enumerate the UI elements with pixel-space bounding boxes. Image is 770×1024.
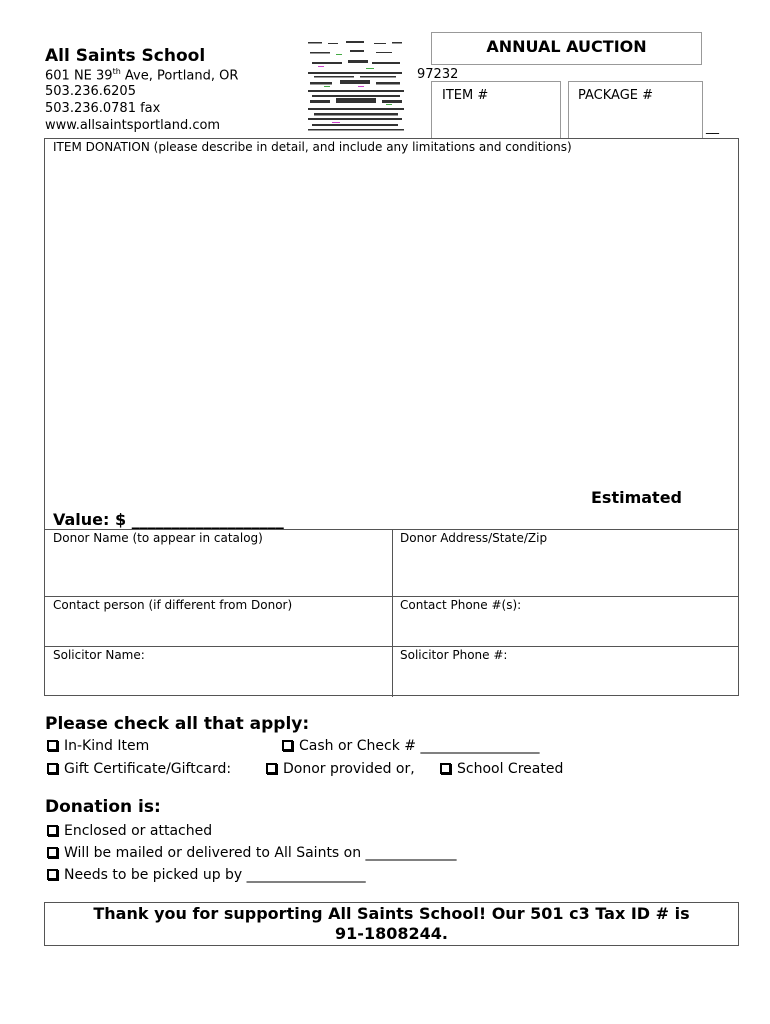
estimated-label: Estimated xyxy=(591,488,683,507)
donor-provided-option[interactable] xyxy=(266,761,415,777)
solicitor-name-field[interactable] xyxy=(45,664,392,695)
donation-form-table xyxy=(44,138,739,696)
package-underline: __ xyxy=(706,120,719,135)
solicitor-phone-field[interactable] xyxy=(393,664,738,695)
gift-certificate-option[interactable] xyxy=(47,761,231,777)
item-donation-label: ITEM DONATION (please describe in detail, and include any limitations and conditions) xyxy=(53,140,572,154)
package-number-field[interactable] xyxy=(568,81,703,138)
donor-address-field[interactable] xyxy=(393,547,738,596)
mailed-option[interactable] xyxy=(47,845,457,861)
checkbox-icon[interactable] xyxy=(47,869,58,880)
package-number-label: PACKAGE # xyxy=(578,88,654,103)
school-name: All Saints School xyxy=(45,46,206,66)
picked-up-label: Needs to be picked up by _________________ xyxy=(64,867,366,883)
item-number-label: ITEM # xyxy=(442,88,489,103)
school-zip: 97232 xyxy=(417,67,459,82)
school-created-label: School Created xyxy=(457,761,564,777)
in-kind-label: In-Kind Item xyxy=(64,738,150,754)
enclosed-label: Enclosed or attached xyxy=(64,823,213,839)
school-logo xyxy=(306,40,406,132)
checkbox-icon[interactable] xyxy=(282,740,293,751)
address-ordinal: th xyxy=(112,67,121,76)
in-kind-option[interactable] xyxy=(47,738,149,754)
thank-you-line-1: Thank you for supporting All Saints School! Our 501 c3 Tax ID # is xyxy=(93,904,690,923)
contact-person-label: Contact person (if different from Donor) xyxy=(53,598,293,612)
checkbox-icon[interactable] xyxy=(47,847,58,858)
enclosed-option[interactable] xyxy=(47,823,212,839)
school-fax: 503.236.0781 fax xyxy=(45,101,161,116)
address-street: 601 NE 39 xyxy=(45,68,113,84)
checkbox-icon[interactable] xyxy=(47,763,58,774)
cash-check-option[interactable] xyxy=(282,738,539,754)
school-phone: 503.236.6205 xyxy=(45,84,136,99)
donor-address-label: Donor Address/State/Zip xyxy=(400,531,548,545)
contact-person-field[interactable] xyxy=(45,614,392,646)
school-address xyxy=(45,67,238,83)
contact-phone-field[interactable] xyxy=(393,614,738,646)
solicitor-phone-label: Solicitor Phone #: xyxy=(400,648,508,662)
school-website: www.allsaintsportland.com xyxy=(45,118,221,133)
check-all-heading: Please check all that apply: xyxy=(45,714,310,734)
donor-name-label: Donor Name (to appear in catalog) xyxy=(53,531,263,545)
annual-auction-title: ANNUAL AUCTION xyxy=(431,32,702,65)
item-number-field[interactable] xyxy=(431,81,561,138)
checkbox-icon[interactable] xyxy=(440,763,451,774)
solicitor-name-label: Solicitor Name: xyxy=(53,648,145,662)
picked-up-option[interactable] xyxy=(47,867,366,883)
thank-you-box xyxy=(44,902,739,946)
donor-provided-label: Donor provided or, xyxy=(283,761,415,777)
donation-is-heading: Donation is: xyxy=(45,797,161,817)
estimated-value-field[interactable]: Value: $ ___________________ xyxy=(53,510,284,529)
checkbox-icon[interactable] xyxy=(47,825,58,836)
tax-id: 91-1808244. xyxy=(335,924,448,943)
item-donation-field[interactable] xyxy=(45,157,738,529)
checkbox-icon[interactable] xyxy=(47,740,58,751)
mailed-label: Will be mailed or delivered to All Saints on _____________ xyxy=(64,845,457,861)
donor-name-field[interactable] xyxy=(45,547,392,596)
school-created-option[interactable] xyxy=(440,761,563,777)
cash-check-label: Cash or Check # _________________ xyxy=(299,738,540,754)
contact-phone-label: Contact Phone #(s): xyxy=(400,598,522,612)
checkbox-icon[interactable] xyxy=(266,763,277,774)
gift-certificate-label: Gift Certificate/Giftcard: xyxy=(64,761,232,777)
address-rest: Ave, Portland, OR xyxy=(120,68,239,84)
